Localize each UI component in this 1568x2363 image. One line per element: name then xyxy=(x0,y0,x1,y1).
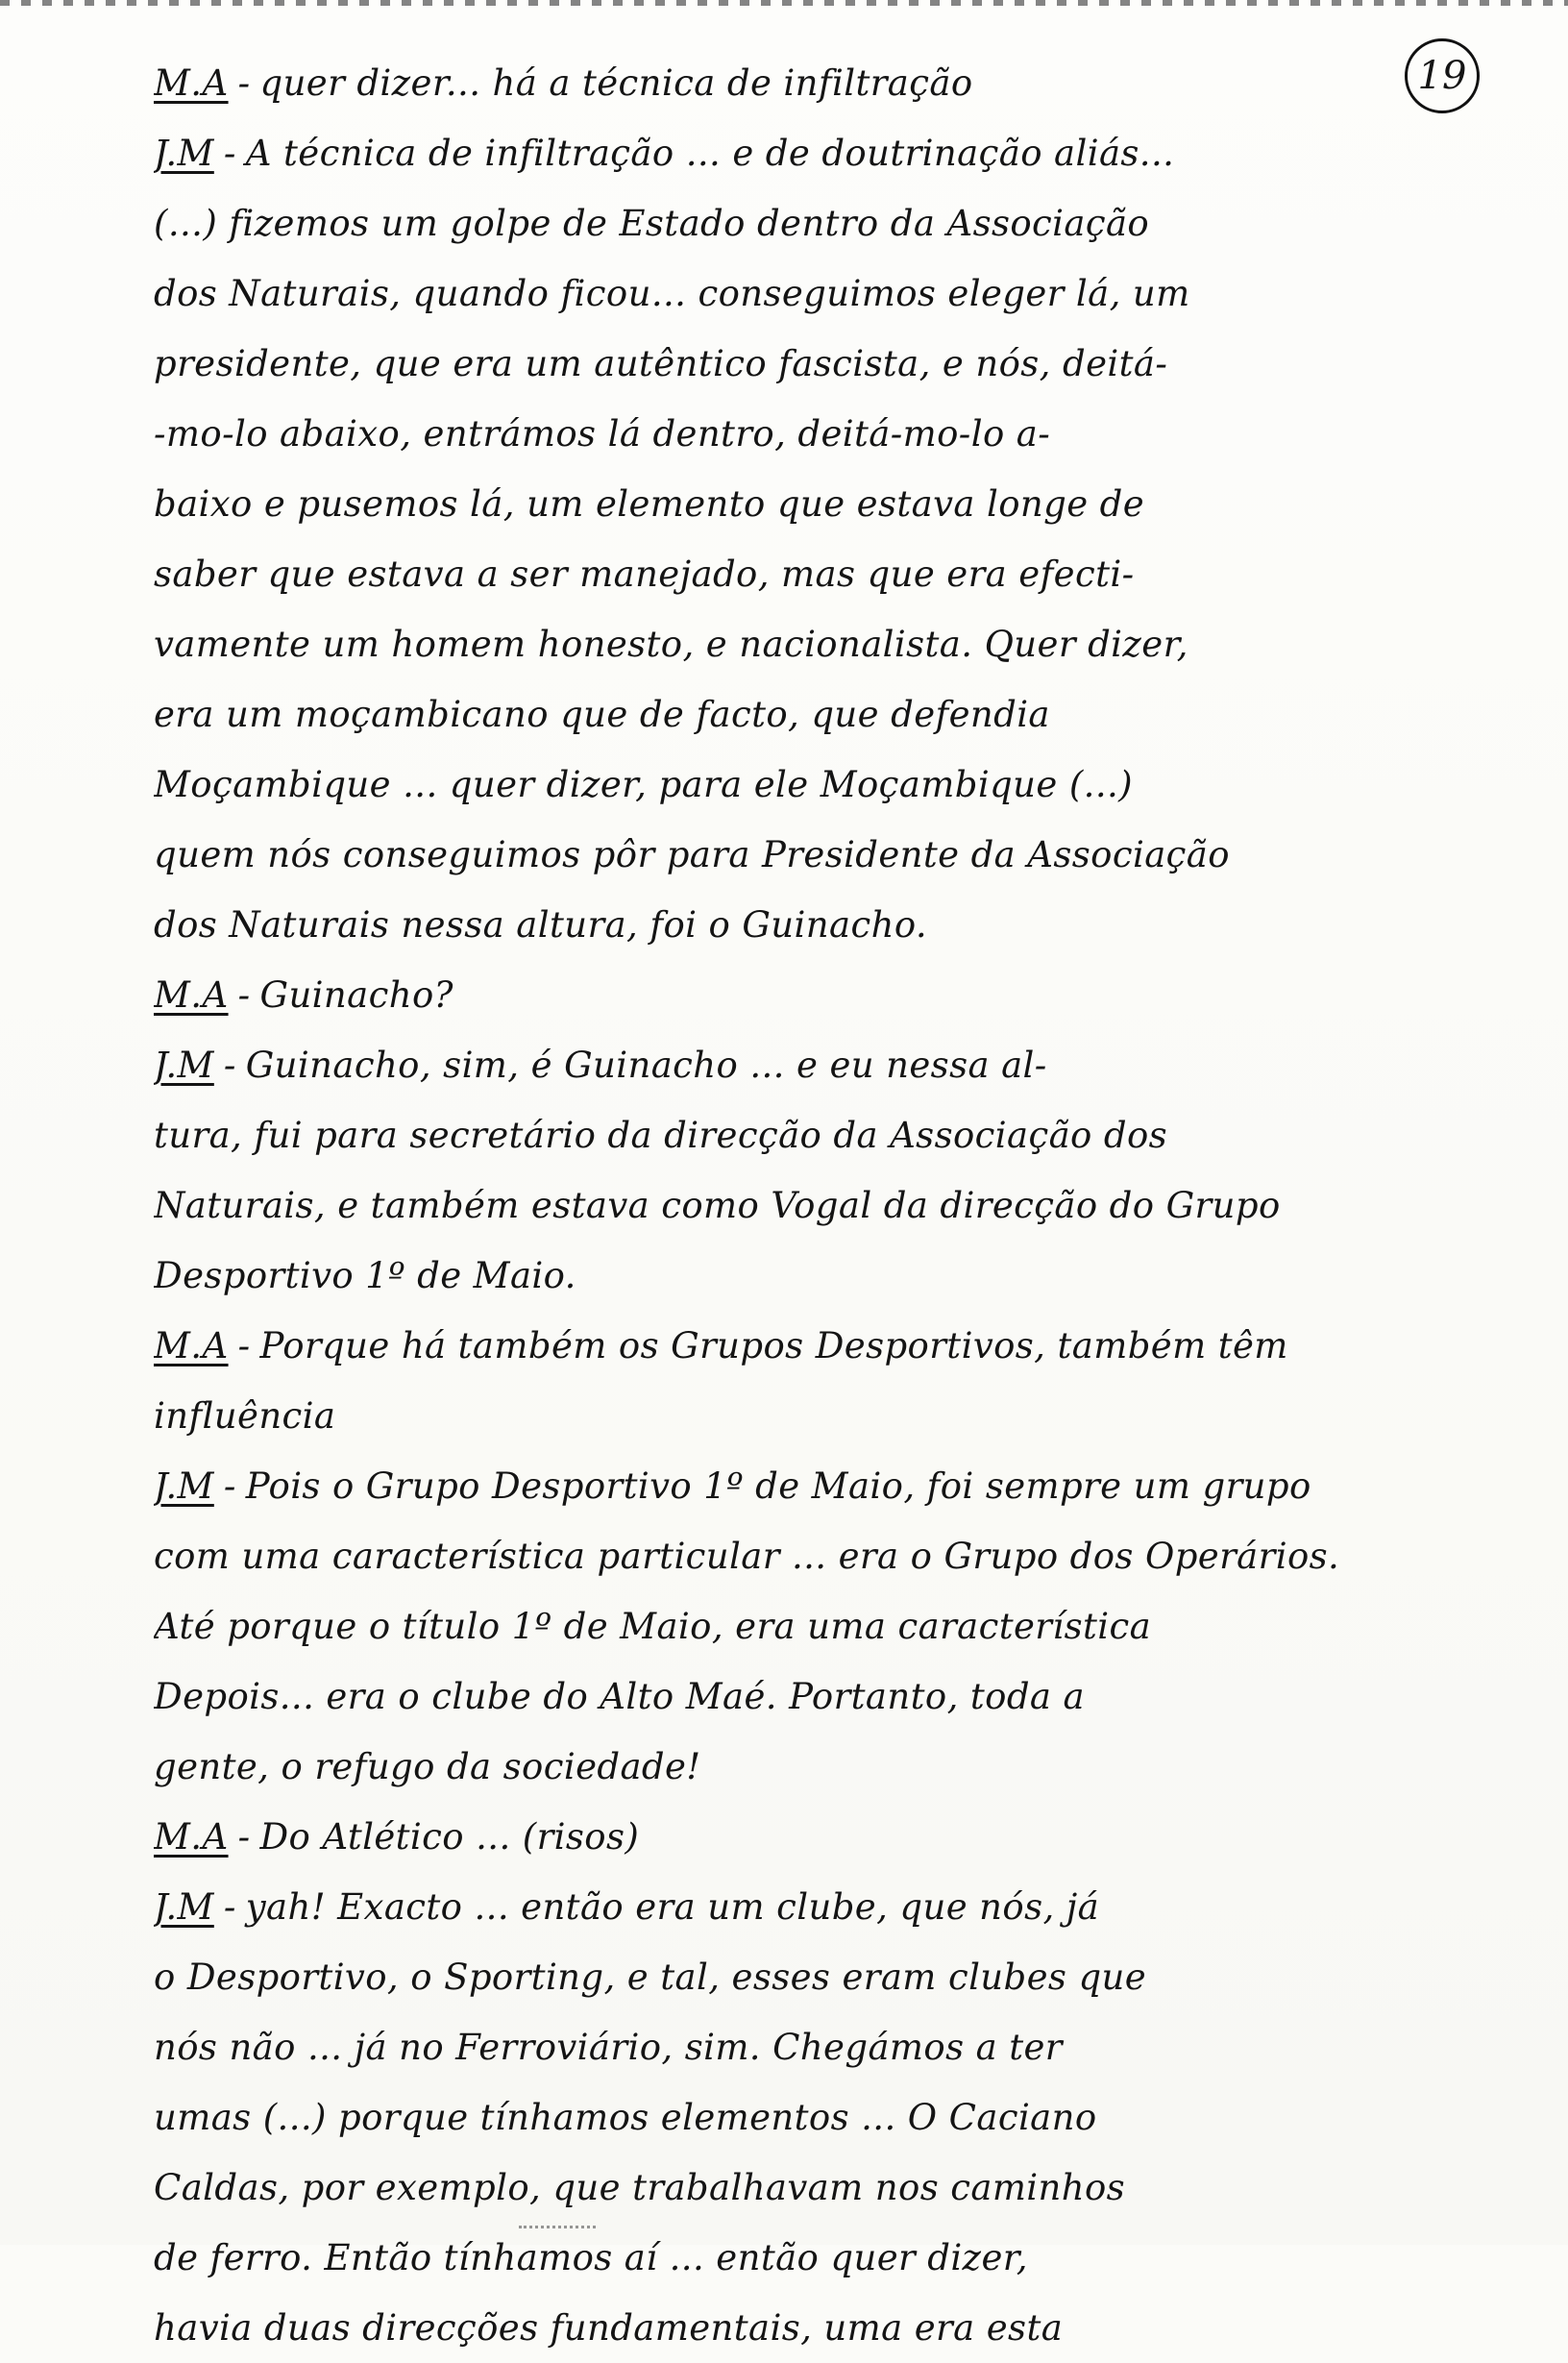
speaker-label: J.M xyxy=(154,133,214,174)
line-text: Caldas, por exemplo, que trabalhavam nos caminhos xyxy=(154,2167,1126,2208)
line-text: nós não ... já no Ferroviário, sim. Chegámos a ter xyxy=(154,2027,1063,2068)
line-text: dos Naturais nessa altura, foi o Guinacho. xyxy=(154,904,928,946)
line-text: Pois o Grupo Desportivo 1º de Maio, foi sempre um grupo xyxy=(245,1465,1311,1507)
line-text: Moçambique ... quer dizer, para ele Moçambique (...) xyxy=(154,764,1133,805)
speaker-dash: - xyxy=(237,1325,251,1366)
line-text: tura, fui para secretário da direcção da Associação dos xyxy=(154,1115,1168,1156)
transcript-line xyxy=(154,1381,1518,1451)
transcript-line xyxy=(154,2082,1518,2153)
transcript-line xyxy=(154,1030,1518,1100)
speaker-label: J.M xyxy=(154,1886,214,1928)
transcript-line xyxy=(154,820,1518,890)
line-text: influência xyxy=(154,1395,336,1437)
line-text: saber que estava a ser manejado, mas que era efecti- xyxy=(154,554,1135,595)
line-text: A técnica de infiltração ... e de doutrinação aliás... xyxy=(245,133,1175,174)
line-text: o Desportivo, o Sporting, e tal, esses eram clubes que xyxy=(154,1957,1147,1998)
line-text: Depois... era o clube do Alto Maé. Portanto, toda a xyxy=(154,1676,1085,1717)
line-text: era um moçambicano que de facto, que defendia xyxy=(154,694,1050,735)
transcript-line xyxy=(154,258,1518,329)
line-text: Guinacho, sim, é Guinacho ... e eu nessa al- xyxy=(245,1045,1047,1086)
transcript-line xyxy=(154,1170,1518,1241)
transcript-line xyxy=(154,469,1518,539)
line-text: Porque há também os Grupos Desportivos, também têm xyxy=(259,1325,1288,1366)
transcript-line xyxy=(154,399,1518,469)
transcript-line xyxy=(154,1942,1518,2012)
transcript-line xyxy=(154,1100,1518,1170)
transcript-line xyxy=(154,2012,1518,2082)
line-text: havia duas direcções fundamentais, uma era esta xyxy=(154,2307,1064,2349)
page-number: 19 xyxy=(1417,54,1467,98)
transcript-line xyxy=(154,539,1518,609)
speaker-dash: - xyxy=(237,62,251,104)
transcript-line xyxy=(154,2293,1518,2363)
transcript-line xyxy=(154,750,1518,820)
line-text: yah! Exacto ... então era um clube, que nós, já xyxy=(245,1886,1100,1928)
speaker-label: J.M xyxy=(154,1045,214,1086)
speaker-dash: - xyxy=(223,1465,236,1507)
scan-edge-marks xyxy=(0,0,1568,6)
speaker-dash: - xyxy=(223,1886,236,1928)
line-text: vamente um homem honesto, e nacionalista. Quer dizer, xyxy=(154,624,1188,665)
line-text: de ferro. Então tínhamos aí ... então quer dizer, xyxy=(154,2237,1028,2278)
line-text: Naturais, e também estava como Vogal da direcção do Grupo xyxy=(154,1185,1281,1226)
transcript-line xyxy=(154,2223,1518,2293)
speaker-dash: - xyxy=(237,974,251,1016)
speaker-label: M.A xyxy=(154,1325,229,1366)
transcript-line xyxy=(154,1311,1518,1381)
speaker-dash: - xyxy=(223,133,236,174)
line-text: presidente, que era um autêntico fascista, e nós, deitá- xyxy=(154,343,1168,384)
line-text: quem nós conseguimos pôr para Presidente da Associação xyxy=(154,834,1230,875)
transcript-line xyxy=(154,2153,1518,2223)
line-text: Guinacho? xyxy=(259,974,453,1016)
transcript-line xyxy=(154,1872,1518,1942)
transcript-line xyxy=(154,609,1518,679)
line-text: Do Atlético ... (risos) xyxy=(259,1816,640,1858)
line-text: quer dizer... há a técnica de infiltração xyxy=(259,62,973,104)
line-text: umas (...) porque tínhamos elementos ... O Caciano xyxy=(154,2097,1097,2138)
line-text: gente, o refugo da sociedade! xyxy=(154,1746,701,1787)
transcript-line xyxy=(154,960,1518,1030)
speaker-label: J.M xyxy=(154,1465,214,1507)
transcript-line xyxy=(154,329,1518,399)
speaker-label: M.A xyxy=(154,1816,229,1858)
line-text: Até porque o título 1º de Maio, era uma característica xyxy=(154,1606,1152,1647)
line-text: Desportivo 1º de Maio. xyxy=(154,1255,576,1296)
transcript-line xyxy=(154,1732,1518,1802)
bottom-scan-marks xyxy=(519,2226,596,2234)
transcript-line xyxy=(154,118,1518,188)
speaker-label: M.A xyxy=(154,62,229,104)
transcript-line xyxy=(154,1451,1518,1521)
line-text: com uma característica particular ... era o Grupo dos Operários. xyxy=(154,1536,1340,1577)
transcript-line xyxy=(154,890,1518,960)
transcript-line xyxy=(154,1661,1518,1732)
transcript-line xyxy=(154,679,1518,750)
handwritten-transcript xyxy=(154,48,1518,2363)
line-text: baixo e pusemos lá, um elemento que estava longe de xyxy=(154,483,1145,525)
transcript-line xyxy=(154,188,1518,258)
line-text: -mo-lo abaixo, entrámos lá dentro, deitá-mo-lo a- xyxy=(154,413,1051,455)
speaker-label: M.A xyxy=(154,974,229,1016)
transcript-line xyxy=(154,48,1518,118)
line-text: (...) fizemos um golpe de Estado dentro da Associação xyxy=(154,203,1150,244)
transcript-line xyxy=(154,1521,1518,1591)
line-text: dos Naturais, quando ficou... conseguimos eleger lá, um xyxy=(154,273,1190,314)
speaker-dash: - xyxy=(223,1045,236,1086)
speaker-dash: - xyxy=(237,1816,251,1858)
transcript-line xyxy=(154,1591,1518,1661)
transcript-line xyxy=(154,1802,1518,1872)
transcript-line xyxy=(154,1241,1518,1311)
